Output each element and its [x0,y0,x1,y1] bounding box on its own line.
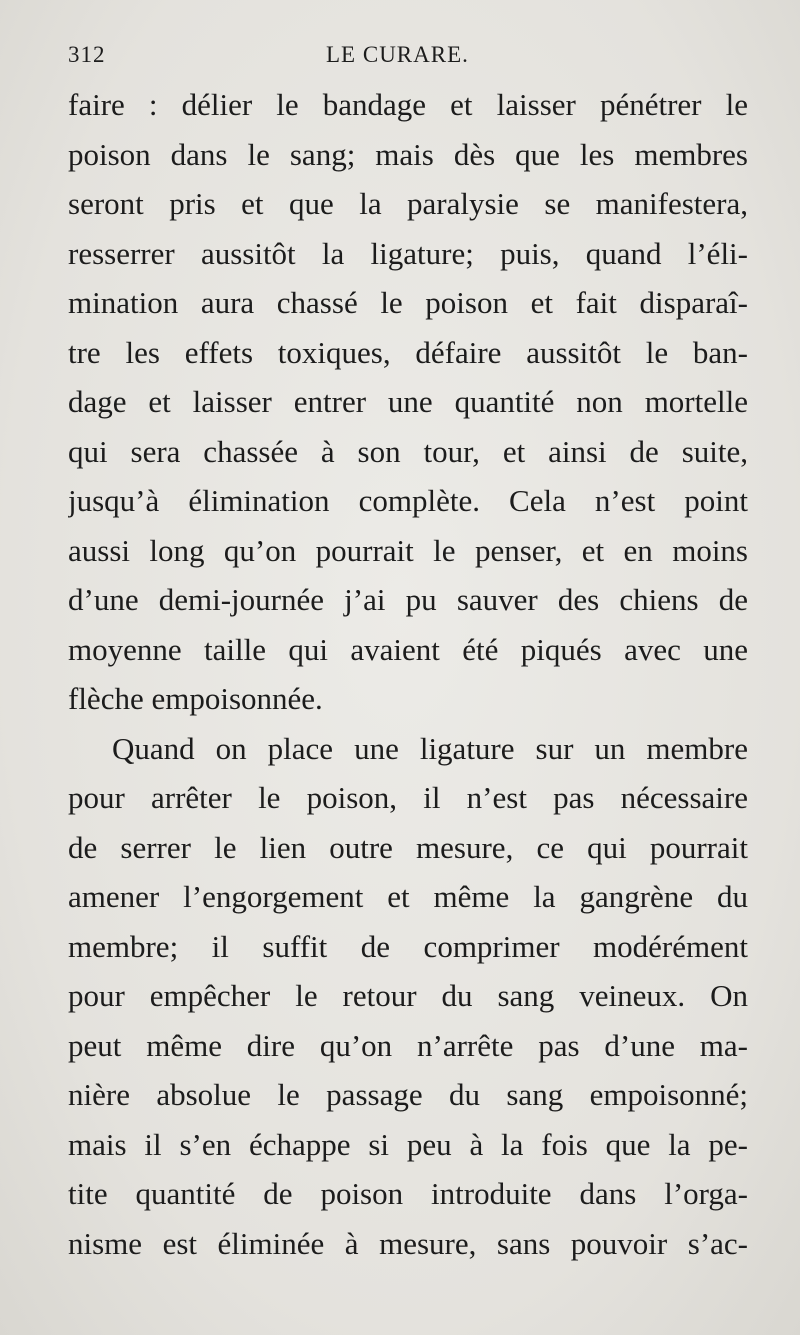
text-line: pour empêcher le retour du sang veineux. On [68,978,748,1013]
text-line: aussi long qu’on pourrait le penser, et en moins [68,532,748,568]
text-line: d’une demi-journée j’ai pu sauver des chiens de [68,582,748,617]
page-number: 312 [68,42,106,67]
running-title: LE CURARE. [326,42,469,67]
text-line: mination aura chassé le poison et fait disparaî- [68,285,748,320]
text-line: tre les effets toxiques, défaire aussitôt le ban- [68,334,748,370]
text-line: tite quantité de poison introduite dans l’orga- [68,1176,748,1211]
text-line: peut même dire qu’on n’arrête pas d’une ma- [68,1027,748,1063]
text-line: pour arrêter le poison, il n’est pas nécessaire [68,780,748,815]
text-line: Quand on place une ligature sur un membre [112,730,748,766]
body-text [68,80,748,1268]
text-line: seront pris et que la paralysie se manifestera, [68,186,748,221]
text-line: poison dans le sang; mais dès que les membres [68,136,748,172]
text-line: jusqu’à élimination complète. Cela n’est point [68,483,748,518]
text-line: de serrer le lien outre mesure, ce qui pourrait [68,829,748,865]
text-line: dage et laisser entrer une quantité non mortelle [68,384,748,419]
text-line: nière absolue le passage du sang empoisonné; [68,1077,748,1112]
text-line: membre; il suffit de comprimer modérément [68,928,748,964]
paragraph-2 [68,724,748,1269]
paragraph-1 [68,80,748,724]
text-line: mais il s’en échappe si peu à la fois que la pe- [68,1126,748,1162]
page-header [68,42,768,76]
text-line: qui sera chassée à son tour, et ainsi de suite, [68,433,748,469]
text-line: nisme est éliminée à mesure, sans pouvoir s’ac- [68,1225,748,1261]
text-line: amener l’engorgement et même la gangrène du [68,879,748,914]
text-line: moyenne taille qui avaient été piqués avec une [68,631,748,667]
text-line: flèche empoisonnée. [68,681,323,716]
text-line: resserrer aussitôt la ligature; puis, quand l’éli- [68,235,748,271]
text-line: faire : délier le bandage et laisser pénétrer le [68,87,748,122]
